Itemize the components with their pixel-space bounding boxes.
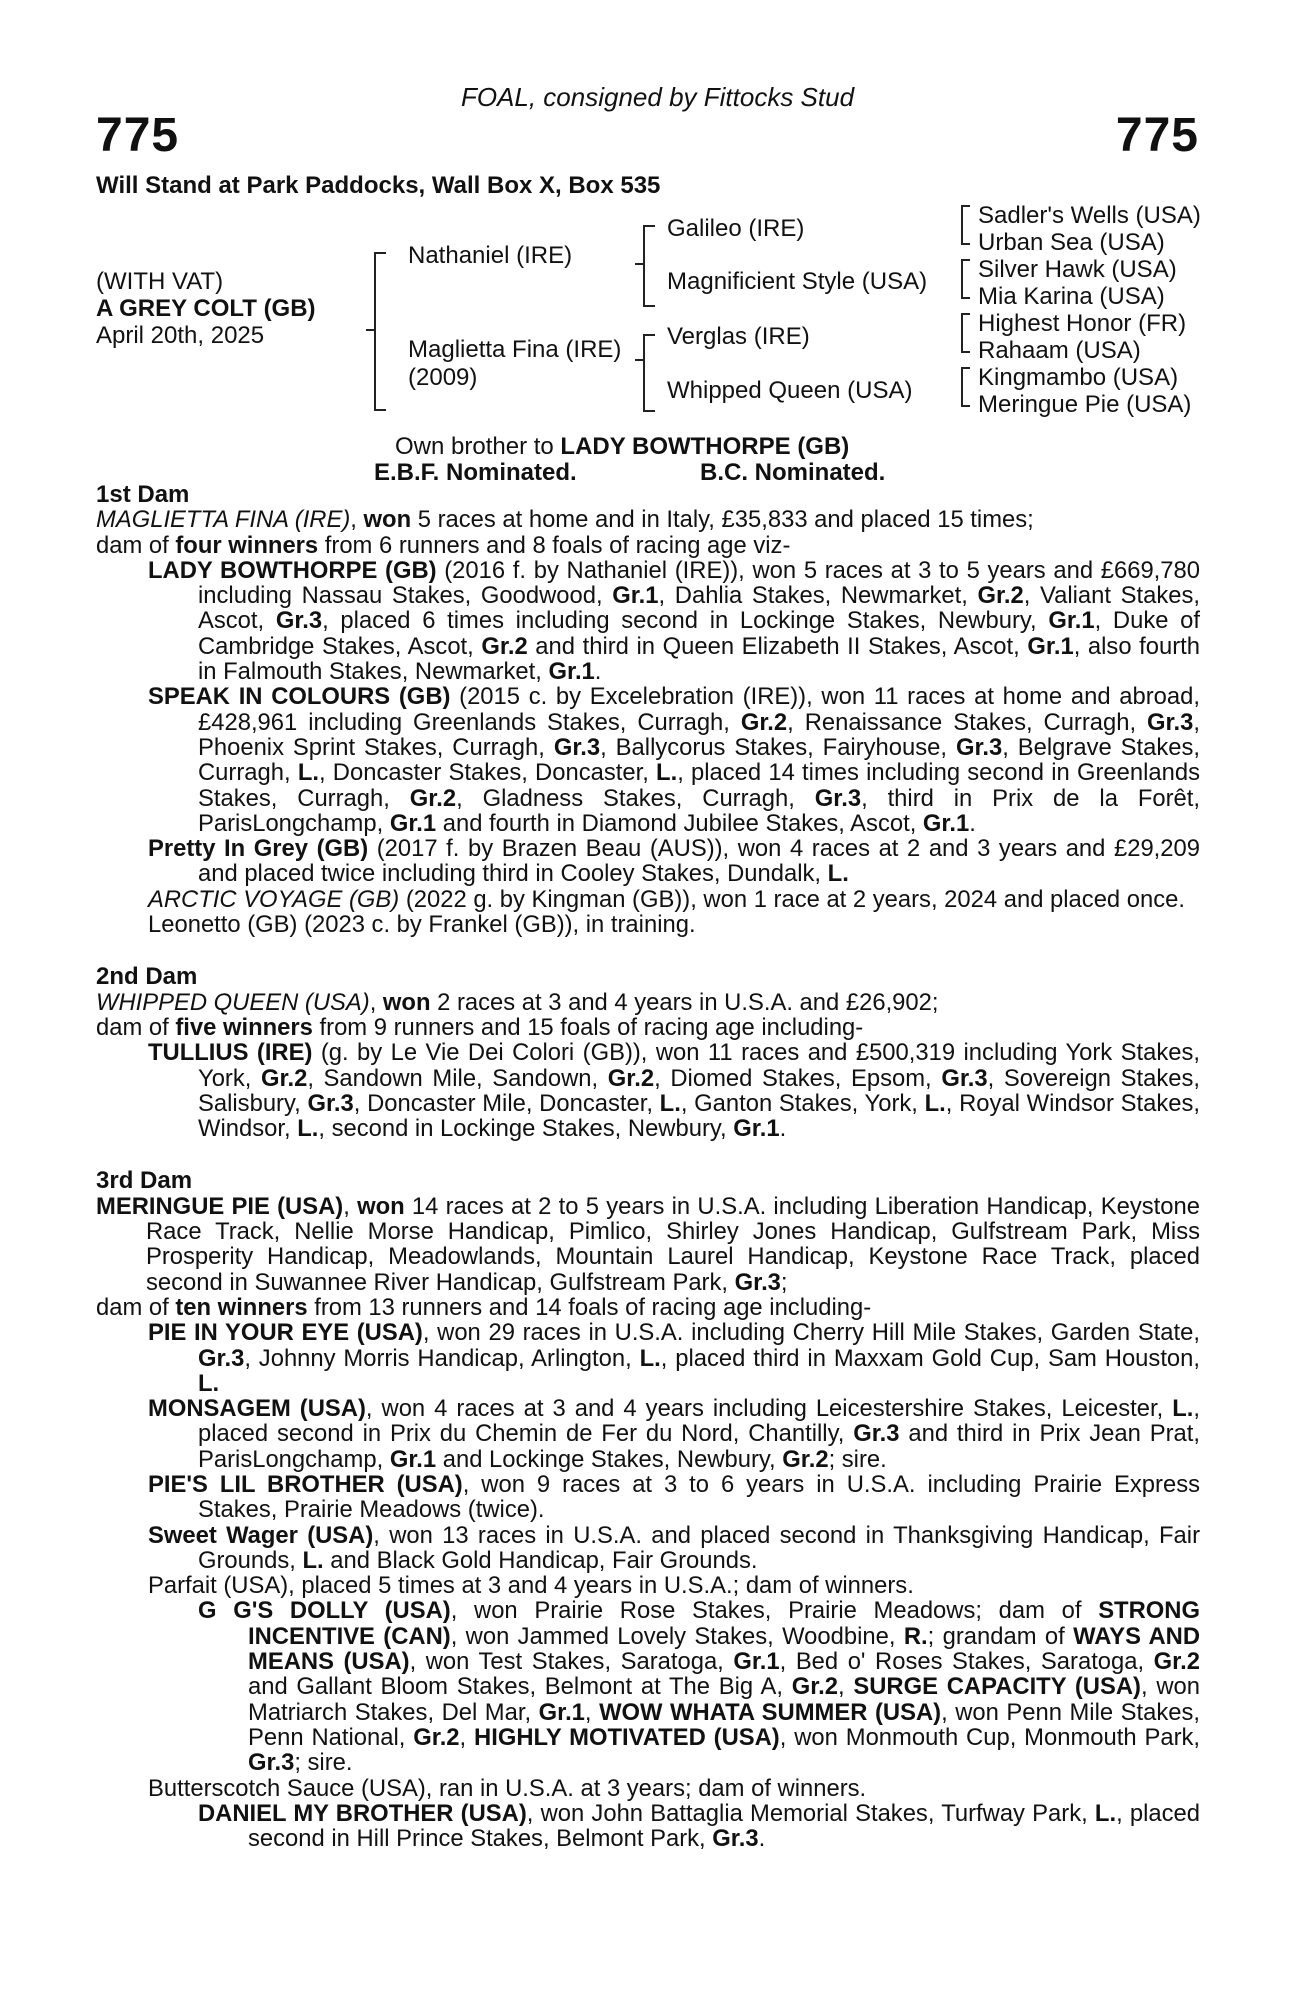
bold-run: Gr.3 <box>941 1064 988 1092</box>
horse-name: DANIEL MY BROTHER (USA) <box>198 1799 527 1827</box>
text-run: (g. by Le Vie Dei Colori (GB)), won 11 races and £500,319 including York Stakes, York, <box>198 1039 1200 1092</box>
bold-run: L. <box>924 1089 946 1117</box>
text-run: , won Jammed Lovely Stakes, Woodbine, <box>450 1622 904 1650</box>
bold-run: STRONG INCENTIVE (CAN) <box>248 1597 1200 1650</box>
text-run: , Diomed Stakes, Epsom, <box>654 1064 942 1092</box>
dam-of-prefix: dam of <box>96 1293 176 1321</box>
brace-gen3-1 <box>961 205 970 245</box>
bold-run: Gr.3 <box>734 1268 781 1296</box>
text-run: , won 4 races at 3 and 4 years including Leicestershire Stakes, Leicester, <box>365 1395 1173 1423</box>
bold-run: Gr.3 <box>307 1089 354 1117</box>
lot-number-left: 775 <box>96 109 180 162</box>
dam-name: MAGLIETTA FINA (IRE) <box>96 506 351 534</box>
bold-run: Gr.1 <box>538 1698 585 1726</box>
first-dam-record: MAGLIETTA FINA (IRE), won 5 races at home and in Italy, £35,833 and placed 15 times; <box>96 506 1034 534</box>
text-run: , second in Lockinge Stakes, Newbury, <box>318 1115 734 1143</box>
produce-entry: Butterscotch Sauce (USA), ran in U.S.A. at 3 years; dam of winners. <box>148 1774 867 1802</box>
bold-run: L. <box>827 860 849 888</box>
bold-run: Gr.2 <box>481 632 528 660</box>
text-run: and Gallant Bloom Stakes, Belmont at The Big A, <box>248 1673 792 1701</box>
brace-sire <box>643 225 655 307</box>
brace-sire-tip <box>635 263 644 265</box>
bc-nominated: B.C. Nominated. <box>700 459 886 486</box>
subject-foaled: April 20th, 2025 <box>96 322 265 349</box>
dam-name: WHIPPED QUEEN (USA) <box>96 988 370 1016</box>
bold-run: Gr.3 <box>853 1420 900 1448</box>
dam-of-prefix: dam of <box>96 1013 176 1041</box>
brace-subject-tip <box>366 329 375 331</box>
text-run: , placed second in Hill Prince Stakes, Belmont Park, <box>248 1799 1200 1853</box>
first-dam-heading: 1st Dam <box>96 481 190 508</box>
entry-text: , won 9 races at 3 to 6 years in U.S.A. including Prairie Express Stakes, Prairie Meadows (twice). <box>198 1470 1200 1524</box>
bold-run: L. <box>659 1089 681 1117</box>
text-run: , Bed o' Roses Stakes, Saratoga, <box>779 1648 1154 1676</box>
dam-of-prefix: dam of <box>96 531 176 559</box>
bold-run: HIGHLY MOTIVATED (USA) <box>474 1723 780 1751</box>
gen3-item: Highest Honor (FR) <box>978 310 1187 337</box>
produce-entry <box>148 558 1200 684</box>
winners-count: ten winners <box>175 1293 308 1321</box>
text-run: , placed second in Prix du Chemin de Fer du Nord, Chantilly, <box>198 1395 1200 1448</box>
text-run: , won Penn Mile Stakes, Penn National, <box>248 1698 1200 1751</box>
bold-run: Gr.1 <box>389 1445 437 1473</box>
bold-run: L. <box>297 759 319 787</box>
dam-of-suffix: from 9 runners and 15 foals of racing age including- <box>312 1013 864 1041</box>
horse-name: TULLIUS (IRE) <box>148 1039 313 1067</box>
text-run: . <box>758 1825 766 1853</box>
text-run: ; grandam of <box>927 1622 1074 1650</box>
section-gap <box>96 937 1200 964</box>
produce-entry <box>148 1472 1200 1523</box>
third-dam-record: MERINGUE PIE (USA), won 14 races at 2 to 5 years in U.S.A. including Liberation Handicap, Keystone Race Track, Nellie Morse Handicap, Pimlico, Shirley Jones Handicap, Gulfstream Park, Miss Prosperity Handicap, Meadowlands, Mountain Laurel Handicap, Keystone Race Track, placed second in Suwannee River Handicap, Gulfstream Park, Gr.3; <box>96 1192 1200 1296</box>
text-run: , placed third in Maxxam Gold Cup, Sam Houston, <box>660 1344 1201 1372</box>
bold-run: Gr.2 <box>782 1445 829 1473</box>
consignment-line: FOAL, consigned by Fittocks Stud <box>460 82 855 112</box>
won-label: won <box>363 506 412 534</box>
text-run: , Doncaster Stakes, Doncaster, <box>318 759 657 787</box>
produce-entry-grandson <box>198 1801 1200 1852</box>
text-run: , placed 6 times including second in Lockinge Stakes, Newbury, <box>322 607 1049 635</box>
horse-name: SPEAK IN COLOURS (GB) <box>148 683 451 711</box>
text-run: and Black Gold Handicap, Fair Grounds. <box>323 1546 758 1574</box>
brace-gen3-4 <box>961 367 970 407</box>
bold-run: Gr.2 <box>1153 1648 1200 1676</box>
sire-dam: Magnificient Style (USA) <box>667 268 928 295</box>
dam: Maglietta Fina (IRE) <box>408 336 622 363</box>
bold-run: L. <box>297 1115 319 1143</box>
section-gap <box>96 1141 1200 1168</box>
bold-run: L. <box>1172 1395 1194 1423</box>
horse-name: MONSAGEM (USA) <box>148 1395 366 1423</box>
subject-name: A GREY COLT (GB) <box>96 295 316 322</box>
produce-entry <box>148 1396 1200 1472</box>
text-run: , won 13 races in U.S.A. and placed second in Thanksgiving Handicap, Fair Grounds, <box>198 1521 1200 1574</box>
second-dam-heading: 2nd Dam <box>96 963 198 991</box>
bold-run: L. <box>302 1546 324 1574</box>
bold-run: Gr.1 <box>733 1115 780 1143</box>
produce-entry <box>148 887 1200 912</box>
text-run: , Johnny Morris Handicap, Arlington, <box>244 1344 640 1372</box>
vat-note: (WITH VAT) <box>96 268 224 295</box>
text-run: , Sandown Mile, Sandown, <box>307 1064 608 1092</box>
bold-run: G G'S DOLLY (USA) <box>198 1597 451 1625</box>
text-run: (2015 c. by Excelebration (IRE)), won 11 races at home and abroad, £428,961 including Greenlands Stakes, Curragh, <box>198 683 1200 736</box>
bold-run: Gr.3 <box>248 1749 295 1777</box>
text-run: , <box>459 1723 475 1751</box>
bold-run: Gr.3 <box>198 1344 245 1372</box>
text-run: and fourth in Diamond Jubilee Stakes, Ascot, <box>436 809 923 837</box>
text-run: , third in Prix de la Forêt, ParisLongchamp, <box>198 784 1200 837</box>
text-run: , Sovereign Stakes, Salisbury, <box>198 1064 1201 1117</box>
horse-name: LADY BOWTHORPE (GB) <box>148 556 437 584</box>
dam-name: MERINGUE PIE (USA) <box>96 1192 344 1220</box>
text-run: , Ganton Stakes, York, <box>680 1089 925 1117</box>
bold-run: Gr.1 <box>612 582 659 610</box>
text-run: and third in Prix Jean Prat, ParisLongchamp, <box>198 1420 1200 1473</box>
winners-count: four winners <box>175 531 319 559</box>
bold-run: R. <box>903 1622 928 1650</box>
first-dam-produce-summary <box>96 533 1200 558</box>
text-run: . <box>594 658 602 686</box>
bold-run: SURGE CAPACITY (USA) <box>853 1673 1141 1701</box>
dam-of-suffix: from 6 runners and 8 foals of racing age viz- <box>318 531 791 559</box>
text-run: , placed 14 times including second in Greenlands Stakes, Curragh, <box>198 759 1200 812</box>
brace-dam-tip <box>635 359 644 361</box>
bold-run: L. <box>656 759 678 787</box>
produce-entry: Leonetto (GB) (2023 c. by Frankel (GB)), in training. <box>148 911 696 939</box>
bold-run: Gr.1 <box>1048 607 1095 635</box>
produce-entry <box>148 1523 1200 1574</box>
bold-run: WOW WHATA SUMMER (USA) <box>599 1698 942 1726</box>
entry-text: (2022 g. by Kingman (GB)), won 1 race at 2 years, 2024 and placed once. <box>399 885 1185 913</box>
text-run: , Renaissance Stakes, Curragh, <box>787 708 1148 736</box>
text-run: and third in Queen Elizabeth II Stakes, Ascot, <box>527 632 1028 660</box>
bold-run: Gr.1 <box>1027 632 1074 660</box>
text-run: , won Prairie Rose Stakes, Prairie Meadows; dam of <box>450 1597 1099 1625</box>
text-run: , won John Battaglia Memorial Stakes, Turfway Park, <box>526 1799 1095 1827</box>
bold-run: Gr.1 <box>389 809 437 837</box>
text-run: ; sire. <box>294 1749 353 1777</box>
lot-number-right: 775 <box>1115 109 1199 162</box>
second-dam-record: WHIPPED QUEEN (USA), won 2 races at 3 and 4 years in U.S.A. and £26,902; <box>96 988 939 1016</box>
produce-entry <box>148 684 1200 836</box>
bold-run: Gr.2 <box>413 1723 460 1751</box>
bold-run: Gr.2 <box>261 1064 308 1092</box>
text-run: and Lockinge Stakes, Newbury, <box>436 1445 783 1473</box>
text-run: . <box>969 809 976 837</box>
won-label: won <box>357 1192 405 1220</box>
bold-run: L. <box>639 1344 661 1372</box>
horse-name: PIE IN YOUR EYE (USA) <box>148 1319 423 1347</box>
own-brother-prefix: Own brother to <box>395 433 561 460</box>
dam-sire: Verglas (IRE) <box>667 323 810 350</box>
bold-run: Gr.2 <box>740 708 788 736</box>
text-run: ; <box>780 1268 788 1296</box>
entry-text <box>198 1039 1200 1142</box>
text-run: 14 races at 2 to 5 years in U.S.A. including Liberation Handicap, Keystone Race Track, Nellie Morse Handicap, Pimlico, Shirley Jones Handicap, Gulfstream Park, Miss Prosperity Handicap, Meadowlands, Mountain Laurel Handicap, Keystone Race Track, placed second in Suwannee River Handicap, Gulfstream Park, <box>146 1192 1200 1296</box>
text-run: ; sire. <box>828 1445 887 1473</box>
record-text: 5 races at home and in Italy, £35,833 and placed 15 times; <box>411 506 1034 534</box>
text-run: . <box>779 1115 787 1143</box>
produce-entry: Parfait (USA), placed 5 times at 3 and 4 years in U.S.A.; dam of winners. <box>148 1572 914 1600</box>
text-run: , <box>584 1698 600 1726</box>
bold-run: Gr.2 <box>607 1064 655 1092</box>
won-label: won <box>382 988 431 1016</box>
text-run: , Royal Windsor Stakes, Windsor, <box>198 1089 1200 1143</box>
horse-name: ARCTIC VOYAGE (GB) <box>148 885 400 913</box>
text-run: , <box>838 1673 854 1701</box>
own-brother-line <box>395 433 849 461</box>
brace-dam <box>643 334 655 412</box>
text-run: , Gladness Stakes, Curragh, <box>456 784 815 812</box>
dam-of-suffix: from 13 runners and 14 foals of racing age including- <box>307 1293 872 1321</box>
text-run: , Phoenix Sprint Stakes, Curragh, <box>198 708 1200 761</box>
brace-gen3-2 <box>961 259 970 299</box>
text-run: , also fourth in Falmouth Stakes, Newmarket, <box>198 632 1201 686</box>
bold-run: L. <box>1094 1799 1117 1827</box>
horse-name: Sweet Wager (USA) <box>148 1521 374 1549</box>
text-run: , Belgrave Stakes, Curragh, <box>198 733 1200 787</box>
produce-entry <box>148 1320 1200 1396</box>
gen3-item: Sadler's Wells (USA) <box>978 202 1201 229</box>
bold-run: Gr.3 <box>275 607 323 635</box>
gen3-item: Urban Sea (USA) <box>978 229 1165 256</box>
bold-run: Gr.3 <box>553 733 601 761</box>
text-run: , won Matriarch Stakes, Del Mar, <box>248 1673 1200 1726</box>
text-run: , Valiant Stakes, Ascot, <box>198 582 1200 635</box>
text-run: , Duke of Cambridge Stakes, Ascot, <box>198 607 1200 660</box>
brace-subject <box>374 252 386 411</box>
text-run: , Ballycorus Stakes, Fairyhouse, <box>600 733 956 761</box>
bold-run: L. <box>198 1369 220 1397</box>
third-dam-heading: 3rd Dam <box>96 1167 193 1195</box>
text-run: (2017 f. by Brazen Beau (AUS)), won 4 races at 2 and 3 years and £29,209 and placed twice including third in Cooley Stakes, Dundalk, <box>198 835 1201 888</box>
bold-run: Gr.1 <box>922 809 970 837</box>
gen3-item: Rahaam (USA) <box>978 337 1141 364</box>
bold-run: Gr.2 <box>791 1673 839 1701</box>
produce-entry-granddaughter <box>198 1598 1200 1775</box>
produce-entry <box>148 1040 1200 1141</box>
bold-run: WAYS AND MEANS (USA) <box>248 1622 1201 1676</box>
gen3-item: Silver Hawk (USA) <box>978 256 1177 283</box>
bold-run: Gr.3 <box>1147 708 1194 736</box>
bold-run: Gr.3 <box>814 784 862 812</box>
horse-name: PIE'S LIL BROTHER (USA) <box>148 1470 463 1498</box>
text-run: , won Monmouth Cup, Monmouth Park, <box>779 1723 1201 1751</box>
gen3-item: Meringue Pie (USA) <box>978 391 1192 418</box>
bold-run: Gr.1 <box>548 658 595 686</box>
bold-run: Gr.3 <box>712 1825 759 1853</box>
bold-run: Gr.2 <box>977 582 1024 610</box>
winners-count: five winners <box>175 1013 313 1041</box>
ebf-nominated: E.B.F. Nominated. <box>374 459 577 486</box>
gen3-item: Kingmambo (USA) <box>978 364 1179 391</box>
sire: Nathaniel (IRE) <box>408 242 573 269</box>
second-dam-produce-summary <box>96 1015 1200 1040</box>
entry-text <box>198 1597 1200 1776</box>
dam-dam: Whipped Queen (USA) <box>667 377 913 404</box>
text-run: , won Test Stakes, Saratoga, <box>409 1648 734 1676</box>
bold-run: Gr.1 <box>733 1648 780 1676</box>
text-run: , Dahlia Stakes, Newmarket, <box>658 582 978 610</box>
produce-entry <box>148 836 1200 887</box>
bold-run: Gr.2 <box>409 784 457 812</box>
record-text: 2 races at 3 and 4 years in U.S.A. and £26,902; <box>430 988 939 1016</box>
gen3-item: Mia Karina (USA) <box>978 283 1165 310</box>
own-brother-name: LADY BOWTHORPE (GB) <box>560 433 850 460</box>
third-dam-produce-summary <box>96 1295 1200 1320</box>
bold-run: Gr.3 <box>955 733 1003 761</box>
stand-location: Will Stand at Park Paddocks, Wall Box X, Box 535 <box>96 172 661 199</box>
text-run: (2016 f. by Nathaniel (IRE)), won 5 races at 3 to 5 years and £669,780 including Nassau Stakes, Goodwood, <box>198 556 1200 610</box>
brace-gen3-3 <box>961 313 970 353</box>
text-run: , Doncaster Mile, Doncaster, <box>353 1089 660 1117</box>
dam-year: (2009) <box>408 364 478 391</box>
horse-name: Pretty In Grey (GB) <box>148 835 369 863</box>
catalogue-text <box>96 482 1200 1851</box>
sire-sire: Galileo (IRE) <box>667 215 805 242</box>
text-run: , won 29 races in U.S.A. including Cherry Hill Mile Stakes, Garden State, <box>422 1319 1200 1347</box>
